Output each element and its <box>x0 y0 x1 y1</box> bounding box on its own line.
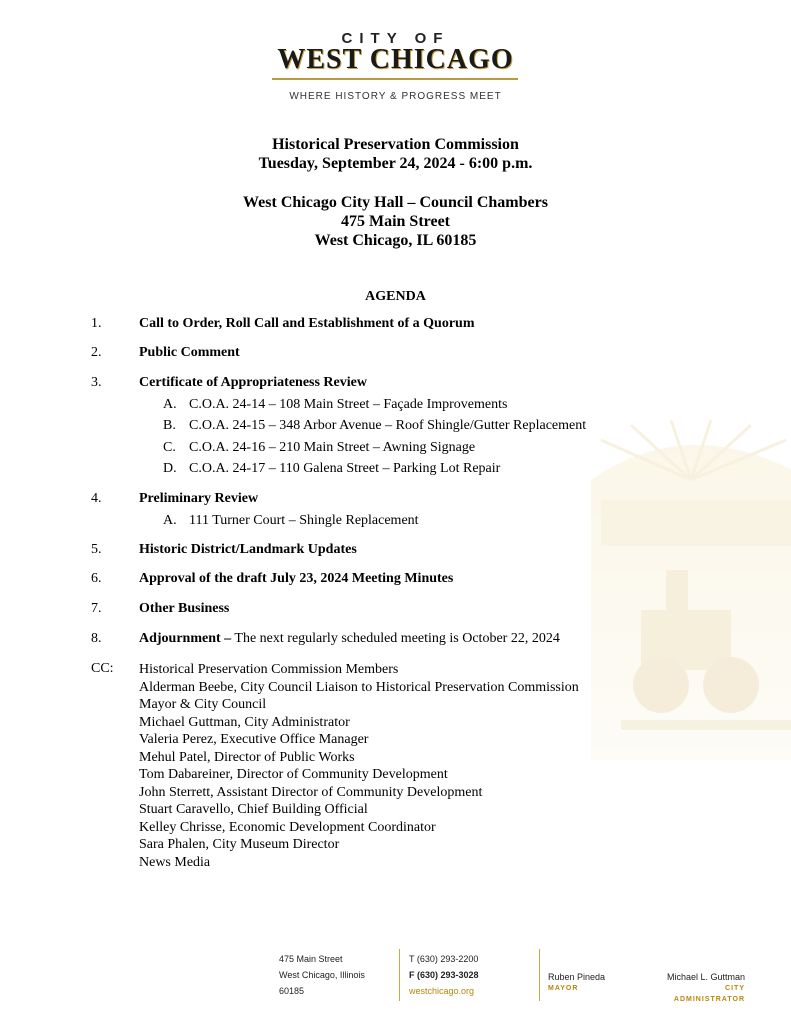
cc-recipient: Mehul Patel, Director of Public Works <box>139 749 355 765</box>
footer-website-link[interactable]: westchicago.org <box>409 986 475 996</box>
agenda-item-title-bold: Adjournment – <box>139 631 232 646</box>
agenda-item-number: 1. <box>91 316 102 331</box>
agenda-item-number: 4. <box>91 491 102 506</box>
sub-item-text: C.O.A. 24-14 – 108 Main Street – Façade Improvements <box>189 397 508 412</box>
agenda-item-number: 7. <box>91 601 102 616</box>
logo-city-name: WEST CHICAGO <box>277 44 514 75</box>
footer-contact <box>409 951 479 999</box>
footer-address-line: West Chicago, Illinois <box>279 970 365 980</box>
logo-city-of: CITY OF <box>341 30 450 47</box>
agenda-item-number: 8. <box>91 631 102 646</box>
sub-item-letter: B. <box>163 418 176 433</box>
cc-recipient: Michael Guttman, City Administrator <box>139 714 350 730</box>
cc-label: CC: <box>91 661 114 676</box>
agenda-item-title: Preliminary Review <box>139 491 259 506</box>
sub-item-text: C.O.A. 24-17 – 110 Galena Street – Parking Lot Repair <box>189 461 501 476</box>
mayor-role: MAYOR <box>548 985 579 992</box>
venue-city: West Chicago, IL 60185 <box>314 232 477 249</box>
cc-recipient: Mayor & City Council <box>139 697 267 712</box>
agenda-item-number: 5. <box>91 542 102 557</box>
agenda-item-number: 2. <box>91 345 102 360</box>
logo-underline <box>272 78 518 80</box>
agenda-item-title <box>139 631 560 647</box>
agenda-item-title: Approval of the draft July 23, 2024 Meeting Minutes <box>139 571 454 586</box>
cc-recipient: John Sterrett, Assistant Director of Community Development <box>139 784 483 800</box>
agenda-item-title: Historic District/Landmark Updates <box>139 542 357 557</box>
city-seal-watermark <box>581 420 791 760</box>
agenda-item-title: Public Comment <box>139 345 240 360</box>
sub-item-letter: A. <box>163 513 177 528</box>
sub-item-letter: A. <box>163 397 177 412</box>
venue-street: 475 Main Street <box>340 213 450 230</box>
mayor-name: Ruben Pineda <box>548 972 606 982</box>
sub-item-text: 111 Turner Court – Shingle Replacement <box>189 513 419 528</box>
agenda-item-title: Other Business <box>139 601 230 616</box>
footer-mayor <box>548 972 605 994</box>
cc-recipient: Historical Preservation Commission Members <box>139 662 399 677</box>
sub-item-letter: D. <box>163 461 177 476</box>
agenda-item-title: Certificate of Appropriateness Review <box>139 375 367 390</box>
footer-administrator <box>655 972 745 1005</box>
cc-recipient: Kelley Chrisse, Economic Development Coordinator <box>139 819 436 835</box>
agenda-item-title: Call to Order, Roll Call and Establishment of a Quorum <box>139 316 475 331</box>
footer-divider <box>539 949 540 1001</box>
logo-tagline: WHERE HISTORY & PROGRESS MEET <box>289 91 502 102</box>
footer-address-line: 60185 <box>279 986 305 996</box>
sub-item-letter: C. <box>163 440 176 455</box>
cc-recipient: Sara Phalen, City Museum Director <box>139 837 340 852</box>
cc-recipient: Stuart Caravello, Chief Building Official <box>139 802 368 817</box>
footer-fax: F (630) 293-3028 <box>409 970 479 980</box>
footer-address <box>279 951 365 999</box>
sub-item-text: C.O.A. 24-15 – 348 Arbor Avenue – Roof Shingle/Gutter Replacement <box>189 418 587 433</box>
footer-phone: T (630) 293-2200 <box>409 954 479 964</box>
cc-recipient: Alderman Beebe, City Council Liaison to Historical Preservation Commission <box>139 679 579 695</box>
venue-name: West Chicago City Hall – Council Chambers <box>243 194 548 211</box>
cc-recipient-list <box>139 661 579 871</box>
commission-title: Historical Preservation Commission <box>272 136 519 153</box>
meeting-datetime: Tuesday, September 24, 2024 - 6:00 p.m. <box>258 155 533 172</box>
agenda-item-number: 3. <box>91 375 102 390</box>
agenda-item-number: 6. <box>91 571 102 586</box>
administrator-role: CITY ADMINISTRATOR <box>673 985 745 1003</box>
agenda-item-note: The next regularly scheduled meeting is October 22, 2024 <box>231 631 560 646</box>
administrator-name: Michael L. Guttman <box>666 972 745 982</box>
footer-divider <box>399 949 400 1001</box>
cc-recipient: Tom Dabareiner, Director of Community Development <box>139 767 448 782</box>
footer-address-line: 475 Main Street <box>279 954 343 964</box>
cc-recipient: News Media <box>139 854 211 870</box>
agenda-heading: AGENDA <box>365 289 426 304</box>
sub-item-text: C.O.A. 24-16 – 210 Main Street – Awning Signage <box>189 440 476 455</box>
cc-recipient: Valeria Perez, Executive Office Manager <box>139 732 369 747</box>
